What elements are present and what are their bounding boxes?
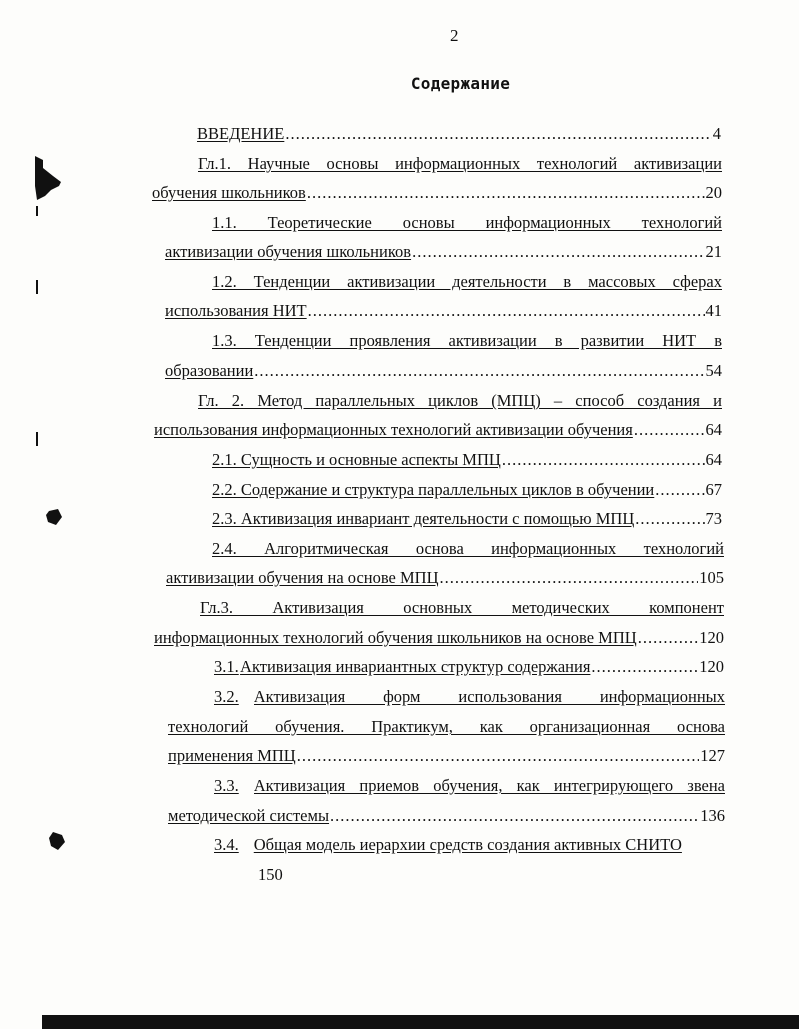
toc-leader bbox=[502, 449, 705, 471]
toc-section-1-1-title[interactable]: 1.1. Теоретические основы информационных технологий bbox=[212, 213, 722, 232]
toc-section-3-3-title[interactable]: Активизация приемов обучения, как интегрирующего звена bbox=[253, 776, 725, 795]
toc-section-3-4-number[interactable]: 3.4. bbox=[214, 835, 239, 854]
toc-section-2-2-page: 67 bbox=[705, 480, 722, 499]
scan-artifact-hole bbox=[49, 832, 65, 850]
toc-section-3-1[interactable] bbox=[214, 656, 724, 678]
toc-chapter-1-title-cont[interactable]: обучения школьников bbox=[152, 183, 306, 202]
toc-section-3-3-number[interactable]: 3.3. bbox=[214, 776, 239, 795]
toc-section-3-2-title-cont[interactable]: технологий обучения. Практикум, как организационная основа bbox=[168, 717, 725, 736]
toc-section-1-2-title-cont[interactable]: использования НИТ bbox=[165, 301, 307, 320]
toc-chapter-3-line1[interactable] bbox=[200, 597, 724, 619]
toc-section-3-2-line2[interactable] bbox=[168, 716, 725, 738]
page-title: Содержание bbox=[410, 74, 511, 93]
toc-section-1-2-page: 41 bbox=[705, 301, 722, 320]
toc-leader bbox=[308, 300, 705, 322]
toc-section-2-3-page: 73 bbox=[705, 509, 722, 528]
toc-chapter-2-title[interactable]: Гл. 2. Метод параллельных циклов (МПЦ) – способ создания и bbox=[198, 391, 722, 410]
toc-section-3-3-title-cont[interactable]: методической системы bbox=[168, 806, 330, 825]
toc-section-2-3[interactable] bbox=[212, 508, 722, 530]
toc-chapter-2-line2[interactable] bbox=[154, 419, 722, 441]
toc-leader bbox=[412, 241, 704, 263]
toc-chapter-1-title[interactable]: Гл.1. Научные основы информационных технологий активизации bbox=[198, 154, 722, 173]
toc-chapter-2-title-cont[interactable]: использования информационных технологий активизации обучения bbox=[154, 420, 633, 439]
scan-artifact-tick bbox=[36, 432, 38, 446]
toc-section-3-4-page-line bbox=[258, 864, 358, 886]
toc-section-1-3-title[interactable]: 1.3. Тенденции проявления активизации в развитии НИТ в bbox=[212, 331, 722, 350]
toc-section-1-3-line2[interactable] bbox=[165, 360, 722, 382]
toc-section-1-1-line2[interactable] bbox=[165, 241, 722, 263]
toc-section-2-4-title-cont[interactable]: активизации обучения на основе МПЦ bbox=[166, 568, 439, 587]
toc-section-3-4[interactable] bbox=[214, 834, 725, 856]
toc-entry-intro[interactable] bbox=[197, 123, 721, 145]
toc-section-1-2-line1[interactable] bbox=[212, 271, 722, 293]
toc-section-3-3-page: 136 bbox=[700, 806, 725, 825]
toc-section-3-1-page: 120 bbox=[699, 657, 724, 676]
toc-section-1-3-page: 54 bbox=[705, 361, 722, 380]
toc-section-1-1-page: 21 bbox=[705, 242, 722, 261]
toc-section-3-1-number[interactable]: 3.1. bbox=[214, 657, 239, 676]
scan-artifact-tick bbox=[36, 280, 38, 294]
toc-section-1-1-title-cont[interactable]: активизации обучения школьников bbox=[165, 242, 412, 261]
toc-chapter-1-line2[interactable] bbox=[152, 182, 722, 204]
toc-chapter-3-page: 120 bbox=[699, 628, 724, 647]
toc-section-2-4-page: 105 bbox=[699, 568, 724, 587]
toc-section-1-2-line2[interactable] bbox=[165, 300, 722, 322]
toc-chapter-3-title[interactable]: Гл.3. Активизация основных методических компонент bbox=[200, 598, 724, 617]
scan-artifact-tick bbox=[36, 206, 38, 216]
toc-chapter-1-page: 20 bbox=[705, 183, 722, 202]
toc-section-3-2-page: 127 bbox=[700, 746, 725, 765]
page-number: 2 bbox=[450, 26, 459, 45]
scan-artifact-bottom-bar bbox=[42, 1015, 799, 1029]
toc-section-3-3-line1[interactable] bbox=[214, 775, 725, 797]
toc-section-1-1-line1[interactable] bbox=[212, 212, 722, 234]
toc-intro-page: 4 bbox=[712, 124, 721, 143]
toc-section-2-4-title[interactable]: 2.4. Алгоритмическая основа информационных технологий bbox=[212, 539, 724, 558]
toc-section-2-2-title[interactable]: 2.2. Содержание и структура параллельных циклов в обучении bbox=[212, 480, 655, 499]
toc-chapter-1-line1[interactable] bbox=[198, 153, 722, 175]
toc-leader bbox=[330, 805, 699, 827]
toc-section-2-1[interactable] bbox=[212, 449, 722, 471]
toc-section-3-3-line2[interactable] bbox=[168, 805, 725, 827]
toc-section-3-4-page: 150 bbox=[258, 865, 283, 884]
toc-section-2-3-title[interactable]: 2.3. Активизация инвариант деятельности с помощью МПЦ bbox=[212, 509, 635, 528]
toc-chapter-2-line1[interactable] bbox=[198, 390, 722, 412]
toc-chapter-3-line2[interactable] bbox=[154, 627, 724, 649]
toc-section-3-1-title[interactable]: Активизация инвариантных структур содержания bbox=[240, 657, 591, 676]
scan-artifact-blot bbox=[33, 156, 63, 200]
toc-section-3-3-title-wrap bbox=[254, 775, 725, 797]
toc-section-2-2[interactable] bbox=[212, 479, 722, 501]
toc-section-3-2-line3[interactable] bbox=[168, 745, 725, 767]
toc-section-1-3-line1[interactable] bbox=[212, 330, 722, 352]
toc-leader bbox=[297, 745, 700, 767]
toc-chapter-2-page: 64 bbox=[705, 420, 722, 439]
toc-section-2-1-title[interactable]: 2.1. Сущность и основные аспекты МПЦ bbox=[212, 450, 501, 469]
toc-section-3-2-title-wrap bbox=[254, 686, 725, 708]
toc-leader bbox=[655, 479, 704, 501]
toc-leader bbox=[634, 419, 705, 441]
toc-leader bbox=[254, 360, 704, 382]
toc-leader bbox=[635, 508, 704, 530]
toc-chapter-3-title-cont[interactable]: информационных технологий обучения школьников на основе МПЦ bbox=[154, 628, 637, 647]
toc-section-3-2-line1[interactable] bbox=[214, 686, 725, 708]
toc-section-1-3-title-cont[interactable]: образовании bbox=[165, 361, 254, 380]
toc-leader bbox=[638, 627, 699, 649]
toc-section-3-2-number[interactable]: 3.2. bbox=[214, 687, 239, 706]
toc-section-2-4-line2[interactable] bbox=[166, 567, 724, 589]
toc-section-3-4-title[interactable]: Общая модель иерархии средств создания активных СНИТО bbox=[253, 835, 682, 854]
toc-leader bbox=[307, 182, 705, 204]
toc-section-3-2-title[interactable]: Активизация форм использования информационных bbox=[253, 687, 725, 706]
toc-leader bbox=[591, 656, 698, 678]
toc-intro-title[interactable]: ВВЕДЕНИЕ bbox=[197, 124, 285, 143]
scan-artifact-hole bbox=[46, 509, 62, 525]
toc-section-2-1-page: 64 bbox=[705, 450, 722, 469]
toc-section-1-2-title[interactable]: 1.2. Тенденции активизации деятельности в массовых сферах bbox=[212, 272, 722, 291]
toc-leader bbox=[440, 567, 699, 589]
toc-leader bbox=[285, 123, 711, 145]
toc-section-3-2-title-end[interactable]: применения МПЦ bbox=[168, 746, 296, 765]
toc-section-2-4-line1[interactable] bbox=[212, 538, 724, 560]
